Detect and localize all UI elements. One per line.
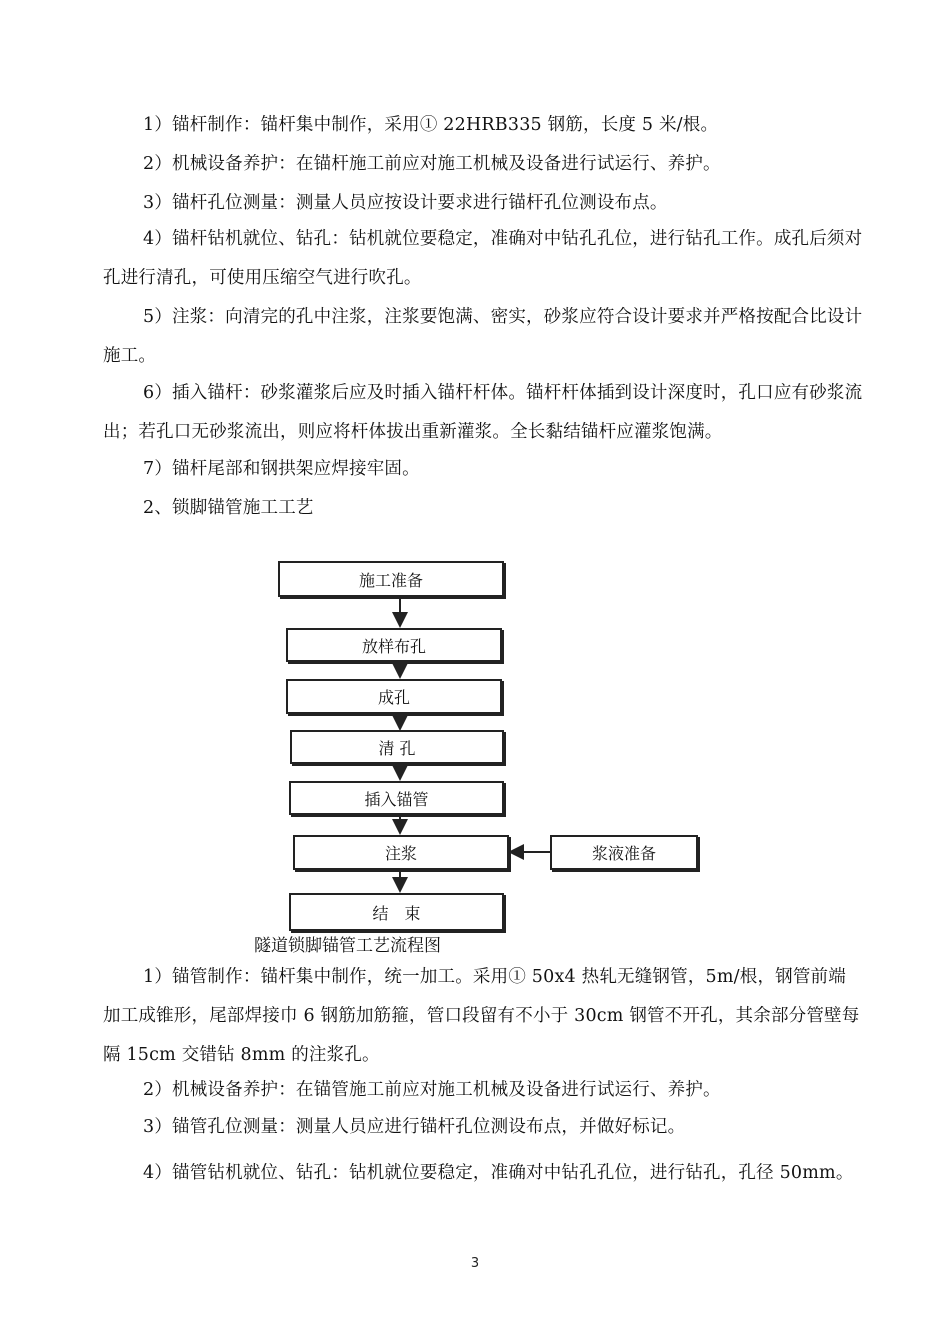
flow-step-label: 施工准备	[358, 570, 423, 590]
paragraph-pipe-fabrication	[103, 958, 863, 1075]
flow-step-label: 结 束	[372, 903, 421, 923]
page-number: 3	[470, 1256, 480, 1271]
paragraph-text: 2）机械设备养护：在锚杆施工前应对施工机械及设备进行试运行、养护。	[143, 154, 721, 174]
paragraph-text: 7）锚杆尾部和钢拱架应焊接牢固。	[143, 459, 420, 479]
flow-step-label: 成孔	[377, 688, 410, 707]
paragraph-text: 3）锚杆孔位测量：测量人员应按设计要求进行锚杆孔位测设布点。	[143, 193, 668, 213]
flow-step-grouting	[293, 835, 509, 870]
flow-step-label: 插入锚管	[364, 789, 429, 809]
flow-step-layout-holes	[286, 628, 502, 662]
section-heading-text: 2、锁脚锚管施工工艺	[143, 498, 314, 518]
paragraph-pipe-equipment	[103, 1071, 863, 1110]
flow-step-clean-hole	[290, 730, 504, 764]
paragraph-text: 4）锚杆钻机就位、钻孔：钻机就位要稳定，准确对中钻孔孔位，进行钻孔工作。成孔后须对孔进行清孔，可使用压缩空气进行吹孔。	[103, 229, 863, 288]
paragraph-text: 1）锚杆制作：锚杆集中制作，采用① 22HRB335 钢筋，长度 5 米/根。	[143, 115, 719, 135]
flowchart-caption: 隧道锁脚锚管工艺流程图	[254, 936, 441, 956]
flow-step-preparation	[278, 561, 504, 597]
paragraph-text: 1）锚管制作：锚杆集中制作，统一加工。采用① 50x4 热轧无缝钢管，5m/根，钢管前端加工成锥形，尾部焊接巾 6 钢筋加筋箍，管口段留有不小于 30cm 钢管不开孔，其余部分管壁每隔 15cm 交错钻 8mm 的注浆孔。	[103, 967, 860, 1065]
paragraph-pipe-drilling	[103, 1154, 863, 1193]
flow-step-end	[289, 893, 504, 931]
flow-step-insert-pipe	[289, 781, 504, 815]
paragraph-pipe-survey	[103, 1108, 863, 1147]
flow-step-drill-hole	[286, 679, 502, 714]
paragraph-text: 6）插入锚杆：砂浆灌浆后应及时插入锚杆杆体。锚杆杆体插到设计深度时，孔口应有砂浆流出；若孔口无砂浆流出，则应将杆体拔出重新灌浆。全长黏结锚杆应灌浆饱满。	[103, 383, 863, 442]
paragraph-text: 5）注浆：向清完的孔中注浆，注浆要饱满、密实，砂浆应符合设计要求并严格按配合比设计施工。	[103, 307, 863, 366]
paragraph-text: 3）锚管孔位测量：测量人员应进行锚杆孔位测设布点，并做好标记。	[143, 1117, 686, 1137]
paragraph-text: 4）锚管钻机就位、钻孔：钻机就位要稳定，准确对中钻孔孔位，进行钻孔，孔径 50mm。	[143, 1163, 854, 1183]
flow-side-grout-prep	[550, 835, 698, 870]
flow-step-label: 注浆	[384, 844, 417, 863]
flow-step-label: 清 孔	[378, 738, 416, 758]
flow-step-label: 放样布孔	[361, 636, 426, 656]
flow-side-label: 浆液准备	[591, 844, 656, 863]
paragraph-text: 2）机械设备养护：在锚管施工前应对施工机械及设备进行试运行、养护。	[143, 1080, 721, 1100]
